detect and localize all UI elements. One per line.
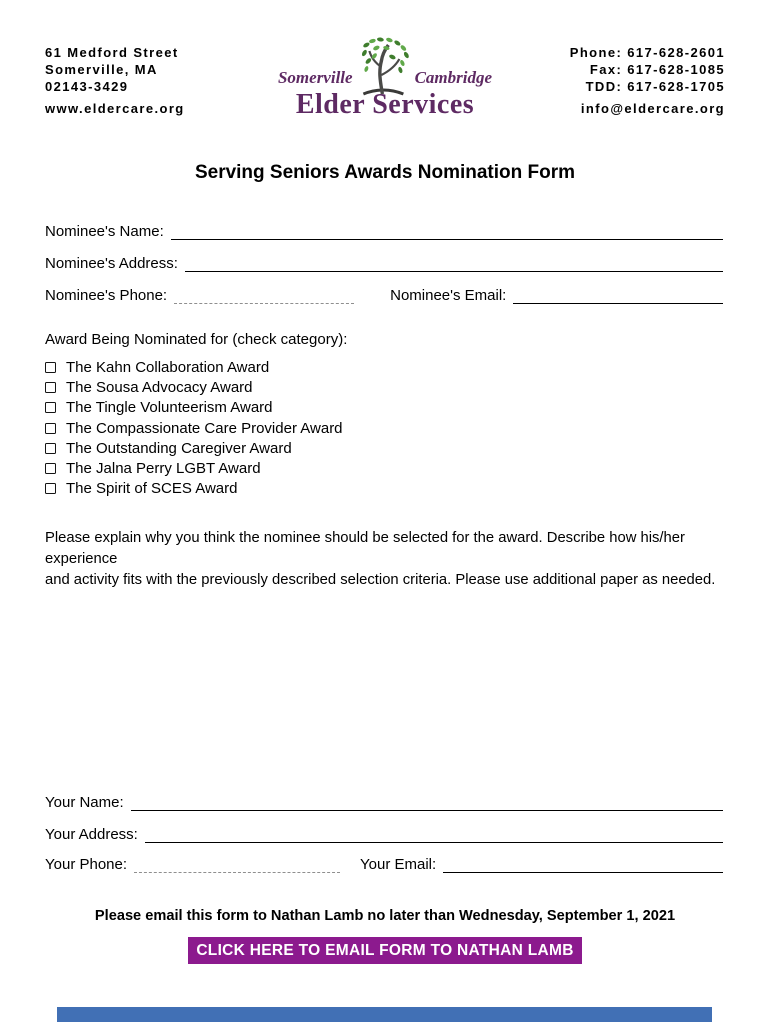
your-name-input[interactable] [131,795,723,811]
email-form-button[interactable]: CLICK HERE TO EMAIL FORM TO NATHAN LAMB [188,937,582,964]
explanation-line1: Please explain why you think the nominee should be selected for the award. Describe how his/her experience [45,530,685,567]
your-email-input[interactable] [443,857,723,873]
award-option-spirit-of-sces[interactable] [45,479,343,499]
your-name-row [45,791,723,811]
award-option-label: The Outstanding Caregiver Award [66,439,292,457]
org-tdd: TDD: 617-628-1705 [585,79,725,94]
org-phone: Phone: 617-628-2601 [569,45,725,60]
org-fax: Fax: 617-628-1085 [589,62,725,77]
logo-word-cambridge: Cambridge [414,68,493,87]
award-category-prompt: Award Being Nominated for (check category): [45,331,348,348]
nominee-address-row [45,252,723,272]
email-deadline-text: Please email this form to Nathan Lamb no later than Wednesday, September 1, 2021 [94,908,676,924]
your-phone-email-row [45,853,723,873]
checkbox-icon[interactable] [45,443,56,454]
org-website: www.eldercare.org [45,101,185,116]
checkbox-icon[interactable] [45,382,56,393]
nominee-name-row [45,220,723,240]
award-option-outstanding-caregiver[interactable] [45,438,343,458]
nominee-address-input[interactable] [185,256,723,272]
explanation-line2: and activity fits with the previously described selection criteria. Please use additional paper as needed. [45,572,716,588]
org-address-line1: 61 Medford Street [45,45,179,60]
org-address-line3: 02143-3429 [45,79,129,94]
org-address-line2: Somerville, MA [45,62,158,77]
nominee-name-label: Nominee's Name: [45,223,164,240]
bottom-blue-bar[interactable] [57,1007,712,1022]
nominee-name-input[interactable] [171,224,723,240]
award-option-label: The Compassionate Care Provider Award [66,419,343,437]
checkbox-icon[interactable] [45,362,56,373]
your-phone-input[interactable] [134,857,340,873]
your-name-label: Your Name: [45,794,124,811]
page-title: Serving Seniors Awards Nomination Form [194,162,576,183]
award-option-kahn[interactable] [45,357,343,377]
logo-word-somerville: Somerville [277,68,353,87]
your-address-label: Your Address: [45,826,138,843]
award-checklist [45,357,343,499]
nominee-phone-label: Nominee's Phone: [45,287,168,304]
checkbox-icon[interactable] [45,483,56,494]
nominee-email-label: Nominee's Email: [390,287,507,304]
award-option-label: The Tingle Volunteerism Award [66,399,273,417]
nominee-address-label: Nominee's Address: [45,255,178,272]
award-option-jalna-perry-lgbt[interactable] [45,458,343,478]
award-option-label: The Jalna Perry LGBT Award [66,460,261,478]
award-option-label: The Spirit of SCES Award [66,480,238,498]
org-logo [0,34,770,134]
tree-icon [356,36,410,103]
nominee-phone-input[interactable] [174,288,354,304]
your-email-label: Your Email: [360,856,437,873]
award-option-label: The Kahn Collaboration Award [66,358,270,376]
checkbox-icon[interactable] [45,402,56,413]
org-email: info@eldercare.org [580,101,725,116]
award-option-sousa[interactable] [45,377,343,397]
award-option-compassionate-care[interactable] [45,418,343,438]
your-address-input[interactable] [145,827,723,843]
logo-org-name: Elder Services [295,89,475,120]
your-phone-label: Your Phone: [45,856,128,873]
nominee-phone-email-row [45,284,723,304]
checkbox-icon[interactable] [45,423,56,434]
checkbox-icon[interactable] [45,463,56,474]
award-option-tingle[interactable] [45,398,343,418]
your-address-row [45,823,723,843]
nominee-email-input[interactable] [513,288,723,304]
explanation-instructions [45,528,730,591]
award-option-label: The Sousa Advocacy Award [66,378,253,396]
